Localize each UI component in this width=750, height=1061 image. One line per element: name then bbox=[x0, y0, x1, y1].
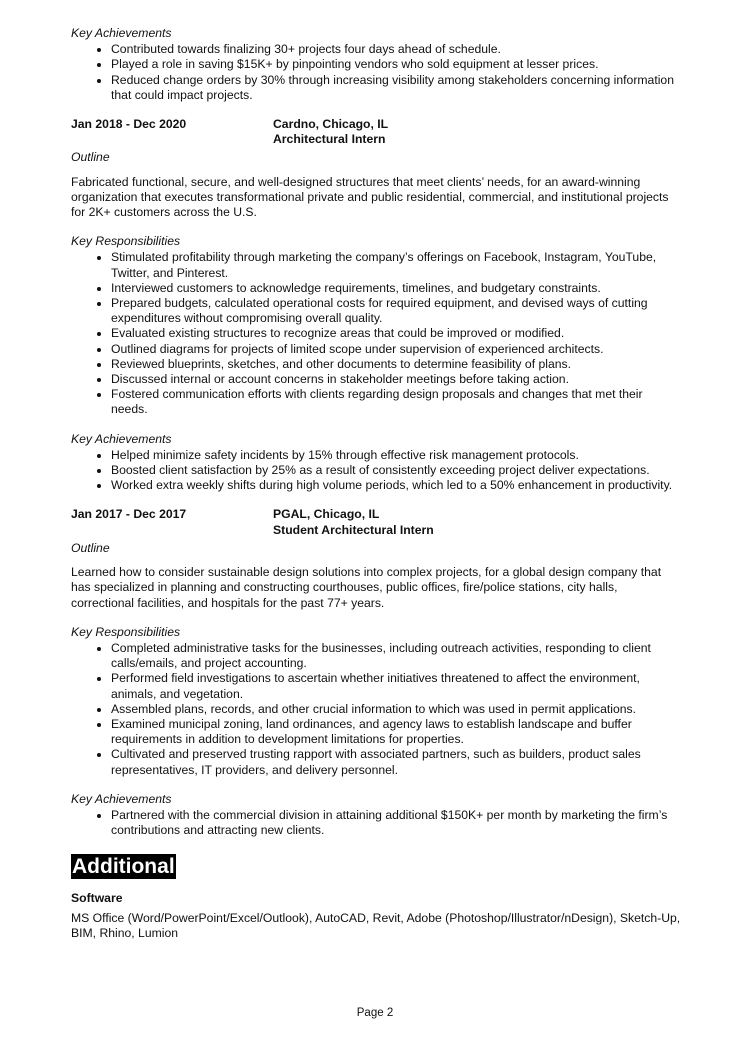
software-heading: Software bbox=[71, 891, 123, 906]
achievements-heading: Key Achievements bbox=[71, 26, 172, 40]
outline-heading: Outline bbox=[71, 150, 110, 165]
list-item: • Assembled plans, records, and other crucial information to which was used in permit applications. bbox=[111, 702, 681, 717]
job-header-cardno bbox=[71, 117, 681, 147]
list-item: • Interviewed customers to acknowledge requirements, timelines, and budgetary constraints. bbox=[111, 281, 681, 296]
list-item: • Prepared budgets, calculated operational costs for required equipment, and devised ways of cutting expenditures without compromising overall quality. bbox=[111, 296, 681, 326]
software-text: MS Office (Word/PowerPoint/Excel/Outlook), AutoCAD, Revit, Adobe (Photoshop/Illustrator/nDesign), Sketch-Up, BIM, Rhino, Lumion bbox=[71, 910, 681, 940]
achievements-heading: Key Achievements bbox=[71, 431, 172, 446]
resume-page bbox=[71, 26, 681, 941]
job-role: Student Architectural Intern bbox=[273, 522, 434, 537]
list-item: • Cultivated and preserved trusting rapport with associated partners, such as builders, product sales representatives, IT providers, and delivery personnel. bbox=[111, 747, 681, 777]
achievements-list bbox=[71, 42, 681, 103]
list-item: • Reviewed blueprints, sketches, and other documents to determine feasibility of plans. bbox=[111, 357, 681, 372]
list-item: • Contributed towards finalizing 30+ projects four days ahead of schedule. bbox=[111, 42, 681, 57]
list-item: • Evaluated existing structures to recognize areas that could be improved or modified. bbox=[111, 326, 681, 341]
list-item: • Discussed internal or account concerns in stakeholder meetings before taking action. bbox=[111, 372, 681, 387]
responsibilities-list bbox=[71, 250, 681, 417]
job-company: Cardno, Chicago, IL bbox=[273, 117, 389, 132]
list-item: • Stimulated profitability through marketing the company’s offerings on Facebook, Instagram, YouTube, Twitter, and Pinterest. bbox=[111, 250, 681, 280]
list-item: • Reduced change orders by 30% through increasing visibility among stakeholders concerning information that could impact projects. bbox=[111, 73, 681, 103]
list-item: • Examined municipal zoning, land ordinances, and agency laws to establish landscape and buffer requirements in addition to development limitations for properties. bbox=[111, 717, 681, 747]
outline-text: Fabricated functional, secure, and well-designed structures that meet clients’ needs, for an award-winning organization that executes transformational private and public residential, commercial, and institutional projects for 2K+ customers across the U.S. bbox=[71, 174, 669, 220]
responsibilities-heading: Key Responsibilities bbox=[71, 234, 181, 249]
outline-heading: Outline bbox=[71, 540, 110, 555]
achievements-heading: Key Achievements bbox=[71, 791, 172, 806]
responsibilities-list bbox=[71, 641, 681, 778]
job-dates: Jan 2018 - Dec 2020 bbox=[71, 117, 187, 132]
section-title-additional: Additional bbox=[72, 855, 175, 879]
list-item: • Helped minimize safety incidents by 15% through effective risk management protocols. bbox=[111, 448, 681, 463]
list-item: • Boosted client satisfaction by 25% as a result of consistently exceeding project deliver expectations. bbox=[111, 463, 681, 478]
list-item: • Played a role in saving $15K+ by pinpointing vendors who sold equipment at lesser prices. bbox=[111, 57, 681, 72]
list-item: • Worked extra weekly shifts during high volume periods, which led to a 50% enhancement in productivity. bbox=[111, 478, 681, 493]
list-item: • Completed administrative tasks for the businesses, including outreach activities, responding to client calls/emails, and project accounting. bbox=[111, 641, 681, 671]
list-item: • Partnered with the commercial division in attaining additional $150K+ per month by marketing the firm’s contributions and attracting new clients. bbox=[111, 808, 681, 838]
responsibilities-heading: Key Responsibilities bbox=[71, 624, 181, 639]
job-dates: Jan 2017 - Dec 2017 bbox=[71, 507, 187, 522]
job-company: PGAL, Chicago, IL bbox=[273, 507, 380, 522]
job-header-pgal bbox=[71, 507, 681, 537]
achievements-list bbox=[71, 448, 681, 494]
page-number: Page 2 bbox=[356, 1007, 394, 1019]
job-role: Architectural Intern bbox=[273, 132, 386, 147]
list-item: • Outlined diagrams for projects of limited scope under supervision of experienced architects. bbox=[111, 342, 681, 357]
achievements-list bbox=[71, 808, 681, 838]
list-item: • Performed field investigations to ascertain whether initiatives threatened to affect the environment, animals, and vegetation. bbox=[111, 671, 681, 701]
list-item: • Fostered communication efforts with clients regarding design proposals and changes that met their needs. bbox=[111, 387, 681, 417]
outline-text: Learned how to consider sustainable design solutions into complex projects, for a global design company that has specialized in planning and constructing courthouses, public offices, fire/police stations, city halls, correctional facilities, and hospitals for the past 77+ years. bbox=[71, 565, 662, 610]
